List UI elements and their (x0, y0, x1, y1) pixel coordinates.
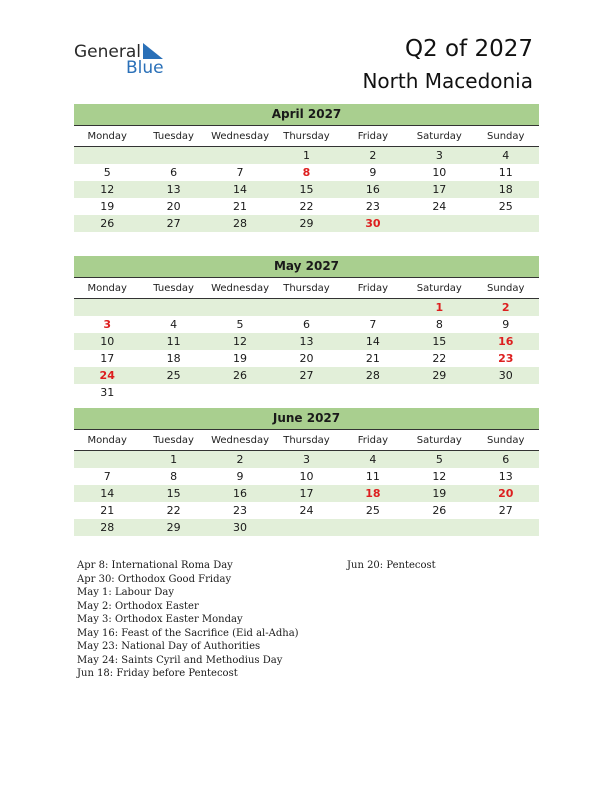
day-cell: 22 (166, 504, 181, 517)
day-cell: 15 (299, 183, 314, 196)
holiday-entry: May 23: National Day of Authorities (77, 641, 261, 652)
day-cell: 30 (365, 217, 381, 230)
holiday-entry: May 16: Feast of the Sacrifice (Eid al-Adha) (77, 627, 299, 639)
day-cell: 20 (299, 352, 314, 365)
week-row (74, 468, 539, 485)
day-cell: 29 (166, 521, 181, 534)
day-cell: 28 (233, 217, 248, 230)
day-cell: 10 (432, 166, 447, 179)
day-cell: 8 (435, 318, 443, 331)
week-row (74, 502, 539, 519)
weekday-label: Sunday (487, 283, 525, 294)
holiday-entry: Apr 30: Orthodox Good Friday (77, 573, 232, 585)
day-cell: 12 (432, 470, 447, 483)
day-cell: 23 (498, 352, 514, 365)
weekday-label: Friday (357, 435, 389, 446)
weekday-header-row (74, 130, 539, 147)
day-cell: 15 (166, 487, 181, 500)
month-title: April 2027 (74, 104, 539, 126)
day-cell: 6 (502, 453, 510, 466)
day-cell (406, 384, 472, 401)
day-cell: 27 (166, 217, 181, 230)
weekday-label: Tuesday (153, 131, 194, 142)
day-cell: 7 (369, 318, 377, 331)
holiday-list-right (347, 559, 436, 573)
day-cell (340, 299, 406, 316)
weekday-label: Wednesday (211, 435, 269, 446)
week-row (74, 316, 539, 333)
day-cell: 5 (236, 318, 244, 331)
weekday-label: Friday (357, 283, 389, 294)
logo-text-general: General (74, 42, 141, 62)
weekday-label: Sunday (487, 435, 525, 446)
week-row (74, 519, 539, 536)
day-cell: 1 (170, 453, 178, 466)
day-cell: 23 (233, 504, 248, 517)
day-cell: 17 (100, 352, 115, 365)
month-title: May 2027 (74, 256, 539, 278)
weekday-label: Sunday (487, 131, 525, 142)
day-cell (340, 384, 406, 401)
day-cell: 14 (365, 335, 380, 348)
day-cell: 18 (365, 487, 381, 500)
day-cell: 14 (100, 487, 115, 500)
day-cell: 11 (498, 166, 513, 179)
weekday-header-row (74, 434, 539, 451)
day-cell: 25 (166, 369, 181, 382)
day-cell: 9 (369, 166, 377, 179)
day-cell: 17 (299, 487, 314, 500)
week-row (74, 215, 539, 232)
week-row (74, 384, 539, 401)
day-cell (140, 299, 206, 316)
day-cell: 20 (166, 200, 181, 213)
day-cell: 17 (432, 183, 447, 196)
day-cell: 1 (435, 301, 444, 314)
weekday-label: Thursday (283, 131, 330, 142)
day-cell (273, 299, 339, 316)
weekday-label: Thursday (283, 283, 330, 294)
day-cell: 2 (501, 301, 510, 314)
weekday-header-row (74, 282, 539, 299)
week-row (74, 350, 539, 367)
day-cell: 18 (166, 352, 181, 365)
day-cell: 24 (99, 369, 115, 382)
day-cell: 31 (100, 386, 115, 399)
day-cell (207, 147, 273, 164)
day-cell: 6 (302, 318, 310, 331)
day-cell: 11 (166, 335, 181, 348)
holiday-entry: Apr 8: International Roma Day (77, 560, 233, 571)
day-cell (473, 215, 539, 232)
day-cell (207, 384, 273, 401)
day-cell: 30 (233, 521, 248, 534)
day-cell (207, 299, 273, 316)
holiday-entry: May 3: Orthodox Easter Monday (77, 614, 243, 625)
day-cell: 5 (435, 453, 443, 466)
weekday-label: Tuesday (153, 435, 194, 446)
day-cell: 16 (498, 335, 514, 348)
week-row (74, 147, 539, 164)
day-cell: 12 (233, 335, 248, 348)
day-cell: 6 (170, 166, 178, 179)
day-cell (473, 519, 539, 536)
day-cell (273, 384, 339, 401)
day-cell: 29 (299, 217, 314, 230)
week-row (74, 299, 539, 316)
logo-text-blue: Blue (126, 58, 164, 78)
day-cell: 10 (100, 335, 115, 348)
day-cell: 3 (435, 149, 443, 162)
week-row (74, 181, 539, 198)
day-cell: 16 (365, 183, 380, 196)
week-row (74, 198, 539, 215)
day-cell: 21 (365, 352, 380, 365)
weekday-label: Monday (87, 435, 127, 446)
day-cell: 25 (498, 200, 513, 213)
holiday-entry: May 24: Saints Cyril and Methodius Day (77, 654, 283, 666)
day-cell: 28 (365, 369, 380, 382)
day-cell: 3 (302, 453, 310, 466)
weekday-label: Saturday (416, 435, 462, 446)
day-cell: 22 (432, 352, 447, 365)
day-cell: 15 (432, 335, 447, 348)
day-cell (74, 147, 140, 164)
weekday-label: Wednesday (211, 131, 269, 142)
holiday-list-left (77, 559, 299, 681)
holiday-entry: Jun 20: Pentecost (347, 560, 436, 571)
day-cell: 19 (233, 352, 248, 365)
weekday-label: Monday (87, 283, 127, 294)
day-cell: 2 (369, 149, 377, 162)
day-cell: 30 (498, 369, 513, 382)
day-cell: 13 (299, 335, 314, 348)
day-cell: 4 (502, 149, 510, 162)
day-cell: 9 (236, 470, 244, 483)
day-cell: 12 (100, 183, 115, 196)
holiday-entry: Jun 18: Friday before Pentecost (77, 668, 238, 679)
day-cell: 19 (100, 200, 115, 213)
day-cell: 16 (233, 487, 248, 500)
day-cell: 7 (103, 470, 111, 483)
day-cell: 23 (365, 200, 380, 213)
day-cell: 4 (369, 453, 377, 466)
day-cell: 4 (170, 318, 178, 331)
weekday-label: Saturday (416, 283, 462, 294)
day-cell: 26 (432, 504, 447, 517)
day-cell: 2 (236, 453, 244, 466)
day-cell: 8 (170, 470, 178, 483)
holiday-entry: May 2: Orthodox Easter (77, 600, 199, 612)
page-title: Q2 of 2027 (404, 36, 533, 62)
day-cell: 13 (498, 470, 513, 483)
week-row (74, 333, 539, 350)
weekday-label: Monday (87, 131, 127, 142)
day-cell: 7 (236, 166, 244, 179)
month-calendar-april (74, 104, 539, 232)
week-row (74, 164, 539, 181)
day-cell: 24 (432, 200, 447, 213)
day-cell: 13 (166, 183, 181, 196)
month-title: June 2027 (74, 408, 539, 430)
month-calendar-june (74, 408, 539, 536)
day-cell: 8 (302, 166, 311, 179)
day-cell: 28 (100, 521, 115, 534)
day-cell: 25 (365, 504, 380, 517)
day-cell: 21 (233, 200, 248, 213)
day-cell (140, 384, 206, 401)
holiday-entry: May 1: Labour Day (77, 587, 174, 598)
week-row (74, 451, 539, 468)
week-row (74, 367, 539, 384)
day-cell: 29 (432, 369, 447, 382)
day-cell: 5 (103, 166, 111, 179)
weekday-label: Thursday (283, 435, 330, 446)
day-cell (273, 519, 339, 536)
day-cell: 11 (365, 470, 380, 483)
day-cell: 18 (498, 183, 513, 196)
week-row (74, 485, 539, 502)
day-cell (74, 451, 140, 468)
day-cell: 19 (432, 487, 447, 500)
day-cell: 1 (302, 149, 310, 162)
day-cell (473, 384, 539, 401)
day-cell: 10 (299, 470, 314, 483)
day-cell: 22 (299, 200, 314, 213)
day-cell (406, 215, 472, 232)
page-subtitle: North Macedonia (362, 69, 533, 93)
day-cell: 24 (299, 504, 314, 517)
triangle-flag-icon (143, 43, 163, 59)
month-calendar-may (74, 256, 539, 401)
day-cell: 20 (498, 487, 514, 500)
day-cell (340, 519, 406, 536)
day-cell: 3 (103, 318, 112, 331)
day-cell (74, 299, 140, 316)
weekday-label: Friday (357, 131, 389, 142)
day-cell: 27 (498, 504, 513, 517)
weekday-label: Wednesday (211, 283, 269, 294)
day-cell (140, 147, 206, 164)
day-cell (406, 519, 472, 536)
day-cell: 14 (233, 183, 248, 196)
day-cell: 26 (100, 217, 115, 230)
weekday-label: Saturday (416, 131, 462, 142)
weekday-label: Tuesday (153, 283, 194, 294)
day-cell: 9 (502, 318, 510, 331)
day-cell: 27 (299, 369, 314, 382)
day-cell: 21 (100, 504, 115, 517)
day-cell: 26 (233, 369, 248, 382)
